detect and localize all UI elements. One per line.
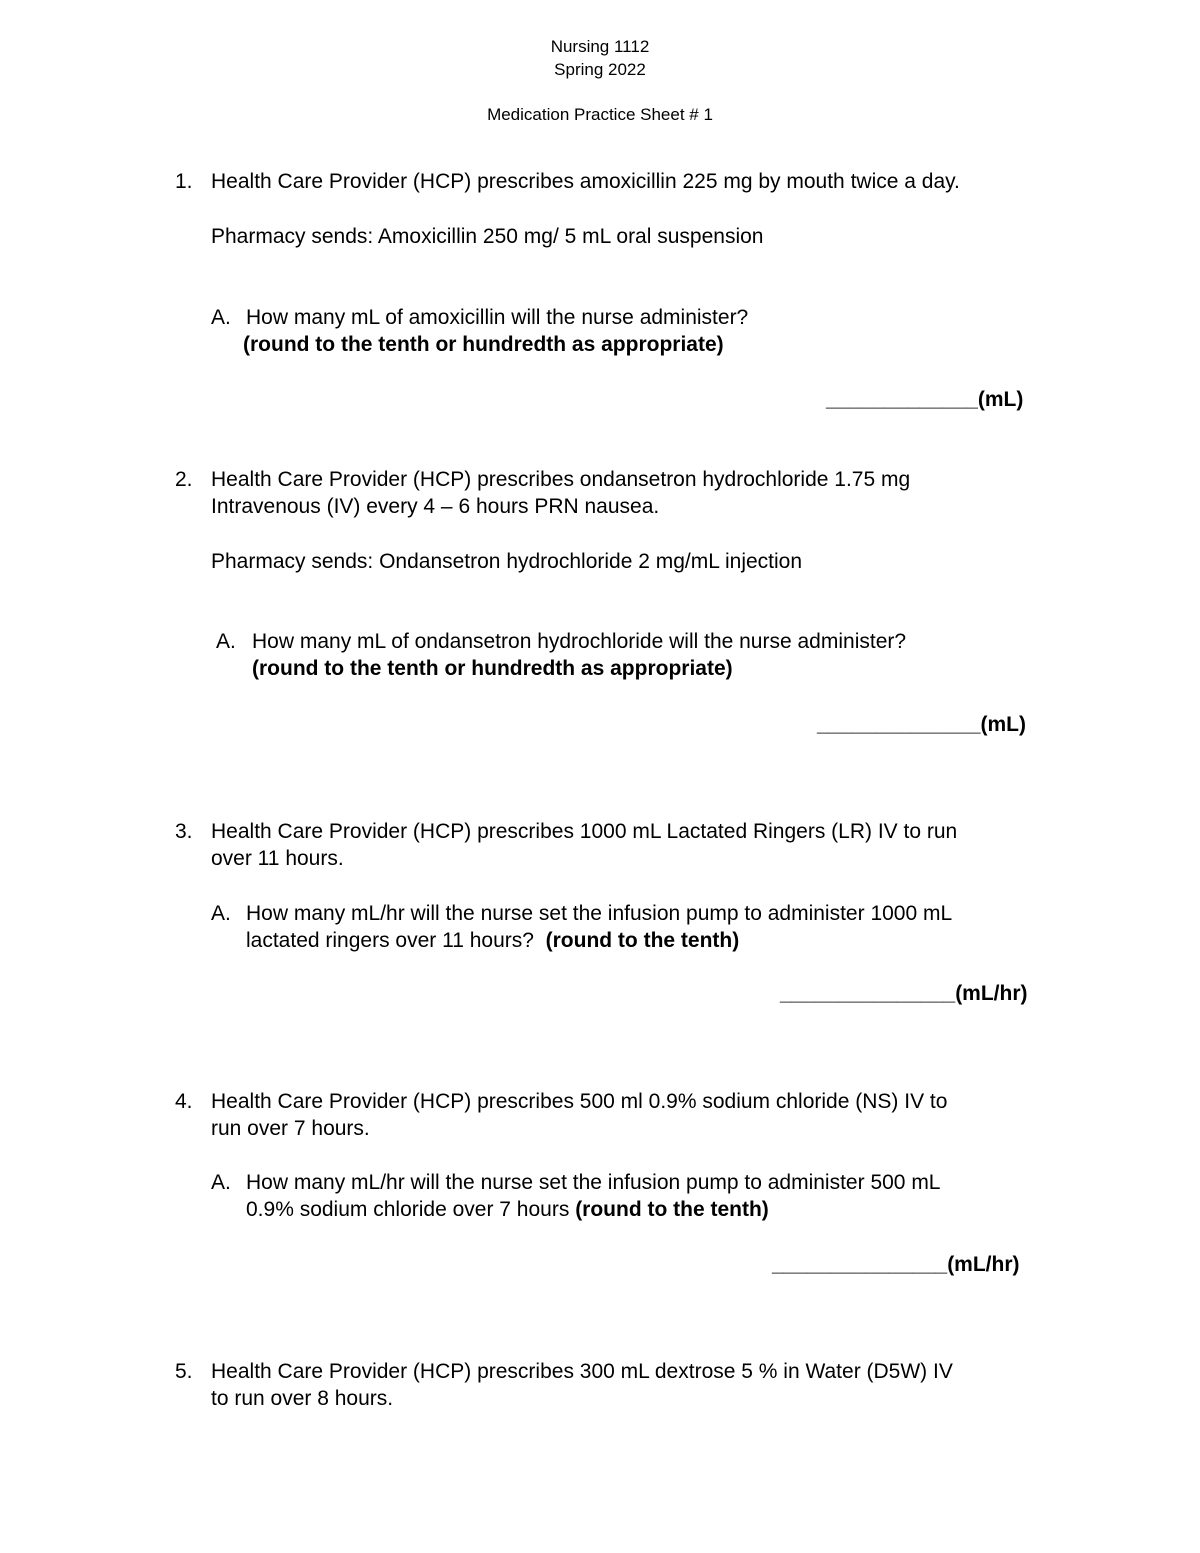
question-1a-answer-blank[interactable]: _____________(mL) (826, 388, 1024, 411)
question-4a-text-line-1: How many mL/hr will the nurse set the infusion pump to administer 500 mL (246, 1171, 941, 1194)
question-3-number: 3. (175, 820, 193, 843)
question-5-order-line-1: Health Care Provider (HCP) prescribes 300 mL dextrose 5 % in Water (D5W) IV (211, 1360, 953, 1383)
question-2a-letter: A. (216, 630, 236, 653)
question-1a-rounding: (round to the tenth or hundredth as appropriate) (243, 333, 724, 356)
question-2-order-line-1: Health Care Provider (HCP) prescribes ondansetron hydrochloride 1.75 mg (211, 468, 911, 491)
question-3a-answer-blank[interactable]: _______________(mL/hr) (780, 982, 1028, 1005)
question-2a-text: How many mL of ondansetron hydrochloride will the nurse administer? (252, 630, 907, 653)
question-3a-rounding: (round to the tenth) (545, 929, 740, 952)
question-4-order-line-2: run over 7 hours. (211, 1117, 370, 1140)
question-3a-text-line-2 (246, 930, 739, 951)
question-4-order-line-1: Health Care Provider (HCP) prescribes 500 ml 0.9% sodium chloride (NS) IV to (211, 1090, 948, 1113)
question-3a-text-line-1: How many mL/hr will the nurse set the infusion pump to administer 1000 mL (246, 902, 953, 925)
question-4a-letter: A. (211, 1171, 231, 1194)
question-2-order-line-2: Intravenous (IV) every 4 – 6 hours PRN nausea. (211, 495, 660, 518)
term: Spring 2022 (554, 60, 646, 79)
question-1-pharmacy: Pharmacy sends: Amoxicillin 250 mg/ 5 mL oral suspension (211, 225, 764, 248)
question-3-order-line-2: over 11 hours. (211, 847, 344, 870)
question-4a-text-line-2 (246, 1199, 769, 1220)
question-3-order-line-1: Health Care Provider (HCP) prescribes 1000 mL Lactated Ringers (LR) IV to run (211, 820, 958, 843)
question-3a-text-line-2-main: lactated ringers over 11 hours? (246, 929, 534, 952)
question-1-order: Health Care Provider (HCP) prescribes amoxicillin 225 mg by mouth twice a day. (211, 170, 960, 193)
question-4-number: 4. (175, 1090, 193, 1113)
question-2a-rounding: (round to the tenth or hundredth as appropriate) (252, 657, 733, 680)
question-4a-answer-blank[interactable]: _______________(mL/hr) (772, 1253, 1020, 1276)
question-3a-letter: A. (211, 902, 231, 925)
question-1-number: 1. (175, 170, 193, 193)
sheet-title: Medication Practice Sheet # 1 (487, 105, 713, 124)
question-2a-answer-blank[interactable]: ______________(mL) (817, 713, 1026, 736)
question-1a-letter: A. (211, 306, 231, 329)
course-title: Nursing 1112 (550, 37, 650, 56)
question-4a-text-line-2-main: 0.9% sodium chloride over 7 hours (246, 1198, 570, 1221)
question-4a-rounding: (round to the tenth) (575, 1198, 769, 1221)
question-5-number: 5. (175, 1360, 193, 1383)
question-2-number: 2. (175, 468, 193, 491)
question-2-pharmacy: Pharmacy sends: Ondansetron hydrochloride 2 mg/mL injection (211, 550, 803, 573)
question-5-order-line-2: to run over 8 hours. (211, 1387, 394, 1410)
question-1a-text: How many mL of amoxicillin will the nurse administer? (246, 306, 749, 329)
